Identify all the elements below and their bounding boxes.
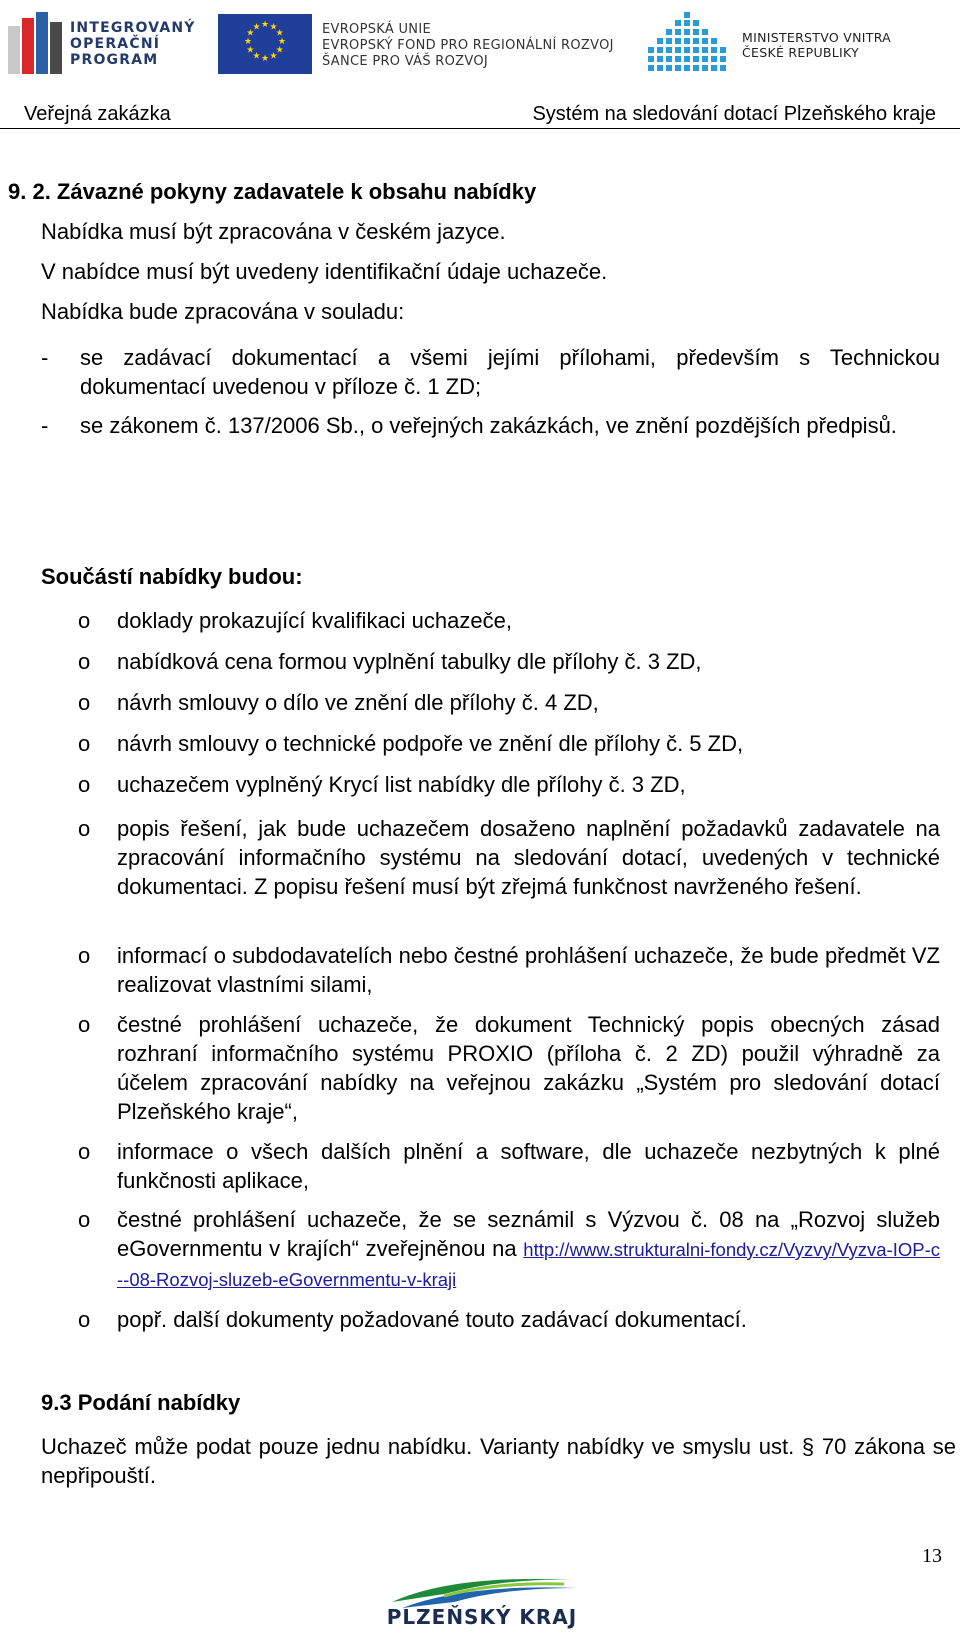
- header: [0, 0, 960, 132]
- list-bullet: o: [78, 772, 91, 797]
- dash-item-1: se zadávací dokumentací a všemi jejími přílohami, především s Technickou dokumentací uvedenou v příloze č. 1 ZD;: [80, 345, 940, 399]
- section-9-3-heading: 9.3 Podání nabídky: [41, 1390, 241, 1415]
- page-number: 13: [922, 1545, 942, 1567]
- section-9-3-text: Uchazeč může podat pouze jednu nabídku. Varianty nabídky ve smyslu ust. § 70 zákona se nepřipouští.: [41, 1434, 956, 1488]
- list-item: uchazečem vyplněný Krycí list nabídky dle přílohy č. 3 ZD,: [117, 772, 686, 797]
- paragraph-identification: V nabídce musí být uvedeny identifikační údaje uchazeče.: [41, 259, 608, 284]
- list-item: popř. další dokumenty požadované touto zadávací dokumentací.: [117, 1307, 747, 1332]
- header-left-title: Veřejná zakázka: [24, 103, 171, 125]
- list-bullet: o: [78, 608, 91, 633]
- list-bullet: o: [78, 731, 91, 756]
- dash-item-2: se zákonem č. 137/2006 Sb., o veřejných zakázkách, ve znění pozdějších předpisů.: [80, 413, 897, 438]
- iop-logo: [8, 12, 196, 74]
- list-item: návrh smlouvy o dílo ve znění dle přílohy č. 4 ZD,: [117, 690, 599, 715]
- list-item: čestné prohlášení uchazeče, že dokument Technický popis obecných zásad rozhraní informačního systému PROXIO (příloha č. 2 ZD) použil výhradně za účelem zpracování nabídky na veřejnou zakázku „Systém pro sledování dotací Plzeňského kraje“,: [117, 1012, 940, 1124]
- iop-logo-line2: OPERAČNÍ: [70, 36, 161, 52]
- header-divider: [0, 128, 960, 129]
- list-bullet: o: [78, 816, 91, 841]
- list-item: doklady prokazující kvalifikaci uchazeče,: [117, 608, 512, 633]
- list-item: návrh smlouvy o technické podpoře ve znění dle přílohy č. 5 ZD,: [117, 731, 744, 756]
- list-item: informace o všech dalších plnění a software, dle uchazeče nezbytných k plné funkčnosti aplikace,: [117, 1139, 940, 1193]
- list-bullet: o: [78, 1307, 91, 1332]
- paragraph-accordance: Nabídka bude zpracována v souladu:: [41, 299, 405, 324]
- mv-logo-text: [742, 30, 891, 60]
- dash-bullet-1: -: [41, 345, 49, 370]
- eu-logo-text: [322, 22, 614, 70]
- list-item: nabídková cena formou vyplnění tabulky dle přílohy č. 3 ZD,: [117, 649, 702, 674]
- list-item: informací o subdodavatelích nebo čestné prohlášení uchazeče, že bude předmět VZ realizovat vlastními silami,: [117, 943, 940, 997]
- parts-heading: Součástí nabídky budou:: [41, 564, 303, 589]
- svg-text:★: ★: [269, 22, 278, 33]
- header-right-title: Systém na sledování dotací Plzeňského kraje: [532, 103, 936, 125]
- list-item: popis řešení, jak bude uchazečem dosaženo naplnění požadavků zadavatele na zpracování informačního systému na sledování dotací, uvedených v technické dokumentaci. Z popisu řešení musí být zřejmá funkčnost navrženého řešení.: [117, 816, 940, 899]
- list-item-with-link: [117, 1205, 940, 1294]
- section-9-2-heading: 9. 2. Závazné pokyny zadavatele k obsahu nabídky: [8, 179, 537, 204]
- svg-text:★: ★: [260, 54, 270, 64]
- list-bullet: o: [78, 943, 91, 968]
- iop-logo-line3: PROGRAM: [70, 52, 159, 68]
- svg-text:★: ★: [246, 45, 255, 56]
- svg-text:★: ★: [246, 28, 255, 39]
- iop-logo-icon: [8, 12, 68, 74]
- svg-text:★: ★: [260, 20, 270, 30]
- eu-logo-line3: ŠANCE PRO VÁŠ ROZVOJ: [322, 54, 489, 69]
- svg-text:★: ★: [243, 37, 253, 47]
- eu-stars-icon: [218, 14, 312, 74]
- mv-logo-line2: ČESKÉ REPUBLIKY: [742, 45, 860, 60]
- dash-bullet-2: -: [41, 413, 49, 438]
- strukturalni-fondy-link[interactable]: http://www.strukturalni-fondy.cz/Vyzvy/Vyzva-IOP-c--08-Rozvoj-sluzeb-eGovernmentu-v-kraji: [117, 1239, 940, 1290]
- eu-logo-line1: EVROPSKÁ UNIE: [322, 22, 431, 37]
- list-bullet: o: [78, 1207, 91, 1232]
- plzensky-kraj-logo-text: PLZEŇSKÝ KRAJ: [386, 1605, 578, 1629]
- svg-text:★: ★: [275, 28, 284, 39]
- paragraph-language: Nabídka musí být zpracována v českém jazyce.: [41, 219, 506, 244]
- svg-text:★: ★: [275, 45, 284, 56]
- list-bullet: o: [78, 690, 91, 715]
- svg-text:★: ★: [277, 37, 287, 47]
- mv-logo-icon: [648, 12, 734, 74]
- list-bullet: o: [78, 1139, 91, 1164]
- eu-flag: [218, 14, 312, 74]
- svg-text:★: ★: [252, 22, 261, 33]
- list-item: čestné prohlášení uchazeče, že se seznámil s Výzvou č. 08 na „Rozvoj služeb eGovernmentu v krajích“ zveřejněnou na: [117, 1207, 940, 1261]
- mv-logo-line1: MINISTERSTVO VNITRA: [742, 30, 892, 45]
- iop-logo-line1: INTEGROVANÝ: [70, 20, 196, 36]
- svg-text:★: ★: [269, 51, 278, 62]
- svg-text:★: ★: [252, 51, 261, 62]
- eu-logo-line2: EVROPSKÝ FOND PRO REGIONÁLNÍ ROZVOJ: [322, 38, 614, 53]
- list-bullet: o: [78, 1012, 91, 1037]
- list-bullet: o: [78, 649, 91, 674]
